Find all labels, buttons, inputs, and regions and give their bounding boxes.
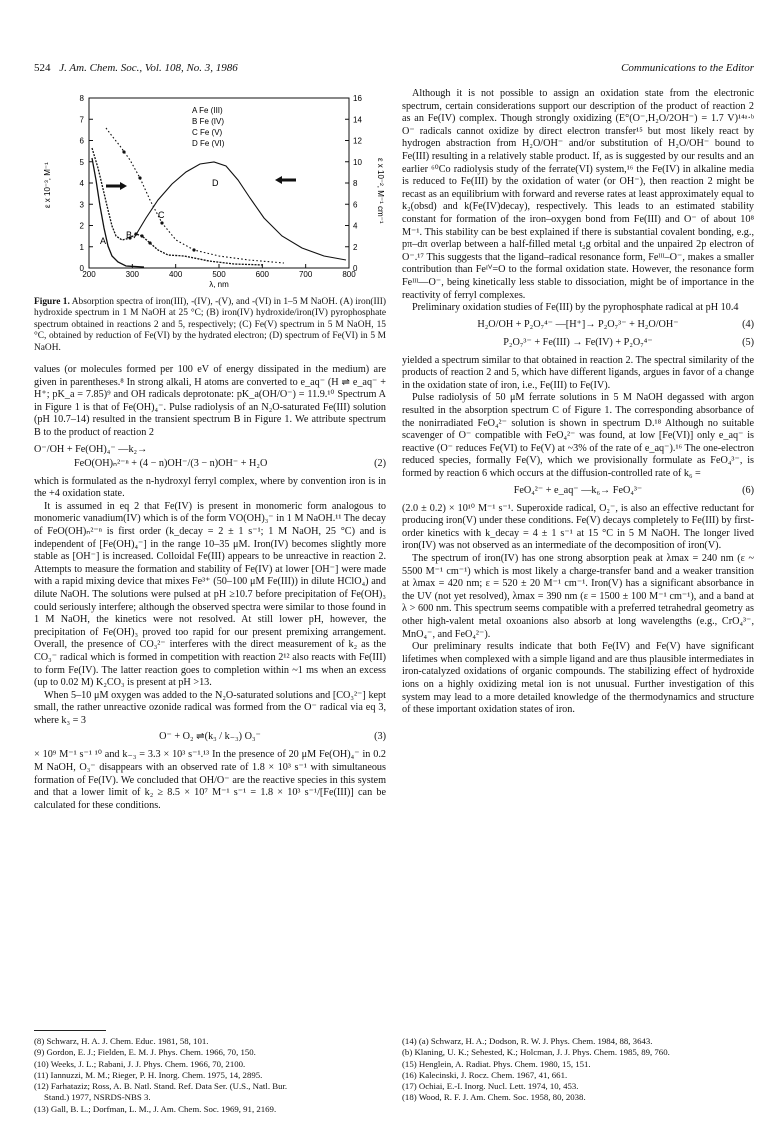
reference: (18) Wood, R. F. J. Am. Chem. Soc. 1958, 80, 2038. (402, 1092, 586, 1103)
x-tick-label: 600 (255, 270, 270, 279)
y-left-tick-label: 2 (79, 221, 84, 231)
reference: (12) Farhataziz; Ross, A. B. Natl. Stand. Ref. Data Ser. (U.S., Natl. Bur. (34, 1081, 288, 1092)
reference: (10) Weeks, J. L.; Rabani, J. J. Phys. Chem. 1966, 70, 2100. (34, 1058, 246, 1069)
footnote-rule (34, 1030, 106, 1031)
reference: (11) Iannuzzi, M. M.; Rieger, P. H. Inorg. Chem. 1975, 14, 2895. (34, 1069, 263, 1080)
equation-2: O⁻/OH + Fe(OH)₄⁻ —k₂→ FeO(OH)ₙ²⁻ⁿ + (4 − n)OH⁻/(3 − n)OH⁻ + H₂O (2) (34, 443, 386, 469)
y-right-tick-label: 0 (353, 264, 358, 273)
legend-b: B Fe (IV) (192, 117, 225, 126)
y-right-tick-label: 16 (353, 94, 362, 103)
equation-4: H₂O/OH + P₂O₇⁴⁻ —[H⁺]→ P₂O₇³⁻ + H₂O/OH⁻ (4) (477, 318, 754, 330)
paragraph: yielded a spectrum similar to that obtained in reaction 2. The spectral similarity of the products of reaction 2 and 5, which have different ligands, argues in favor of a change in the oxidation state of iron, i.e., Fe(III) to Fe(IV). (402, 354, 754, 391)
left-column (34, 88, 386, 812)
running-header (34, 62, 754, 74)
paragraph: values (or molecules formed per 100 eV of energy dissipated in the medium) are given in parentheses.⁸ In strong alkali, H atoms are converted to e_aq⁻ (H ⇌ e_aq⁻ + H⁺; pK_a = 7.85)⁹ and OH radicals deprotonate: pK_a(OH/O⁻) = 11.9.¹⁰ Spectrum A in Figure 1 is that of Fe(OH)₄⁻. Pulse radiolysis of an N₂O-saturated Fe(III) solution (pH 10.7–14) resulted in the transient spectrum B in Figure 1. We attribute spectrum B to the product of reaction 2 (34, 364, 386, 438)
svg-text:C: C (158, 210, 165, 220)
right-column (402, 88, 754, 717)
paragraph: Our preliminary results indicate that both Fe(IV) and Fe(V) have significant lifetimes when complexed with a simple ligand and are thus plausible intermediates in iron-catalyzed oxidations of organic compounds. The stabilizing effect of hydroxide ions on a highly oxidizing metal ion is not unusual. Further investigation of this system may lead to a more detailed knowledge of the thermodynamics and structure of these important oxidation states of iron. (402, 641, 754, 716)
curve-d (134, 162, 346, 260)
y-left-tick-label: 0 (79, 264, 84, 273)
legend-a: A Fe (III) (192, 106, 223, 115)
paragraph: It is assumed in eq 2 that Fe(IV) is present in monomeric form analogous to monomeric vanadium(IV) which is of the form VO(OH)₃⁻ in 1 M NaOH.¹¹ The decay of FeO(OH)ₙ²⁻ⁿ is first order (k_decay = 2 ± 1 s⁻¹; 1 M NaOH, 25 °C) and is independent of [Fe(OH)₄⁻] in the range 10–35 μM. Iron(IV) becomes slightly more stable as [OH⁻] is increased. Colloidal Fe(III) appears to be unreactive in reaction 2. Attempts to measure the formation and stability of Fe(IV) at lower [OH⁻] were made with a rapid mixing device that mixes Fe³⁺ (50–100 μM Fe(III)) in dilute HClO₄) and dilute NaOH. The solutions were pulsed at pH ≥10.7 before precipitation of Fe(OH)₃ could seriously interfere; although the observed spectra were similar to those found in 1 M NaOH, the kinetics were not resolved. At still lower pH, however, the precipitation of Fe(OH)₃ proved too rapid for our present premixing arrangement. Overall, the presence of CO₃²⁻ interferes with the direct measurement of k₂ as the CO₃⁻ radical which is formed in competition with reaction 2¹² also reacts with Fe(III) to form Fe(IV). The latter reaction goes to completion within ~1 ms when an excess (up to 0.02 M) K₂CO₃ is present at pH >13. (34, 500, 386, 689)
reference: (17) Ochiai, E.-I. Inorg. Nucl. Lett. 1974, 10, 453. (402, 1081, 579, 1092)
journal-citation: J. Am. Chem. Soc., Vol. 108, No. 3, 1986 (59, 62, 238, 74)
paragraph: Pulse radiolysis of 50 μM ferrate solutions in 5 M NaOH degassed with argon resulted in the absorption spectrum C of Figure 1. The corresponding absorbance of the nonirradiated FeO₄²⁻ solution is shown in spectrum D.¹⁸ Although no suitable scavenger of O⁻ compatible with FeO₄²⁻ was found, at low [Fe(VI)] only e_aq⁻ is reactive (O⁻ reduces Fe(VI) to Fe(V) at ~3% of the rate of e_aq⁻).¹⁶ The one-electron reduced species, formally Fe(V), which we provisionally formulate as FeO₄³⁻, is formed by reaction 6 which occurs at the diffusion-controlled rate of k₆ = (402, 392, 754, 480)
reference: (13) Gall, B. L.; Dorfman, L. M., J. Am. Chem. Soc. 1969, 91, 2169. (34, 1103, 277, 1114)
references-right (402, 1036, 754, 1104)
y-right-tick-label: 10 (353, 157, 362, 167)
y-left-tick-label: 6 (79, 136, 84, 146)
reference: Stand.) 1977, NSRDS-NBS 3. (44, 1092, 151, 1103)
paragraph: Preliminary oxidation studies of Fe(III) by the pyrophosphate radical at pH 10.4 (412, 302, 739, 314)
y-right-tick-label: 6 (353, 200, 358, 210)
reference: (b) Klaning, U. K.; Sehested, K.; Holcman, J. J. Phys. Chem. 1985, 89, 760. (402, 1047, 670, 1058)
y-left-tick-label: 8 (79, 94, 84, 103)
y-right-tick-label: 4 (353, 221, 358, 231)
x-tick-label: 300 (125, 270, 140, 279)
reference: (14) (a) Schwarz, H. A.; Dodson, R. W. J. Phys. Chem. 1984, 88, 3643. (402, 1036, 653, 1046)
x-tick-label: 500 (212, 270, 226, 279)
y-left-label: ε x 10⁻³, M⁻¹ (43, 162, 52, 208)
y-right-tick-label: 14 (353, 115, 362, 125)
x-tick-label: 800 (342, 270, 356, 279)
y-left-ticks (80, 94, 93, 273)
y-right-tick-label: 2 (353, 242, 358, 252)
y-right-label: ε x 10⁻², M⁻¹ cm⁻¹ (376, 158, 385, 224)
x-axis-ticks (79, 264, 356, 279)
curve-labels (100, 178, 219, 246)
reference: (8) Schwarz, H. A. J. Chem. Educ. 1981, 58, 101. (34, 1036, 209, 1046)
paragraph: Although it is not possible to assign an oxidation state from the electronic spectrum, certain considerations support our description of the product of reaction 2 as an Fe(IV) complex. Though strongly oxidizing (E°(O⁻,H₂O/2OH⁻) = 1.7 V)¹⁴ᵃ·ᵇ O⁻ radicals cannot oxidize by direct electron transfer¹⁵ but most likely react by hydrogen abstraction from H₂O/OH⁻ and/or substitution of H₂O/OH⁻ bound to Fe(III) resulting in a relatively stable product. If, as is suggested by our results and an earlier ⁶⁰Co radiolysis study of the ferrate(VI) system,¹⁶ the Fe(IV) in alkaline media is reduced to Fe(III) by the oxidation of water (or OH⁻), then reaction 2 might be recast as an equilibrium with forward and reverse rates at least approximately equal to k₂(obsd) and k(Fe(IV)decay), respectively. This leads to an estimated stability constant for formation of the iron–oxygen bond from Fe(III) and O⁻ of about 10⁸ M⁻¹. This stability can be best explained if there is substantial covalent bonding, e.g., pπ–dπ overlap between a half-filled metal t₂g orbital and the unpaired 2p electron of O⁻.¹⁷ This suggests that the ligand–radical resonance form, Feᴵᴵᴵ–O⁻, makes a smaller contribution than Feᴵⱽ=O to the formal oxidation state. However, the resonance form Feᴵᴵᴵ—O⁻, being kinetically less stable to dissociation, might be of importance in the reactivity of ferryl complexes. (402, 88, 754, 301)
equation-5: P₂O₇³⁻ + Fe(III) → Fe(IV) + P₂O₇⁴⁻ (5) (503, 336, 754, 348)
equation-3: O⁻ + O₂ ⇌(k₃ / k₋₃) O₃⁻ (3) (159, 731, 386, 743)
paragraph: When 5–10 μM oxygen was added to the N₂O-saturated solutions and [CO₃²⁻] kept small, the rather unreactive ozonide radical was formed from the O⁻ radical via eq 3, where k₃ = 3 (34, 689, 386, 726)
x-axis-label: λ, nm (209, 280, 229, 289)
reference: (15) Henglein, A. Radiat. Phys. Chem. 1980, 15, 151. (402, 1058, 591, 1069)
direction-arrows (106, 176, 296, 190)
equation-6: FeO₄²⁻ + e_aq⁻ —k₆→ FeO₄³⁻ (6) (513, 484, 754, 496)
svg-text:D: D (212, 178, 219, 188)
x-tick-label: 200 (82, 270, 96, 279)
section-title: Communications to the Editor (621, 62, 754, 74)
y-left-tick-label: 4 (79, 179, 84, 188)
y-right-tick-label: 12 (353, 136, 362, 146)
figure-caption: Figure 1. Absorption spectra of iron(III), -(IV), -(V), and -(VI) in 1–5 M NaOH. (A) iron(III) hydroxide spectrum in 1 M NaOH at 25 °C; (B) iron(IV) hydroxide/iron(IV) pyrophosphate spectrum obtained in reactions 2 and 5, respectively; (C) Fe(V) spectrum in 5 M NaOH, 15 °C, obtained by reduction of Fe(VI) by the hydrated electron; (D) spectrum of Fe(VI) in 5 M NaOH. (34, 297, 386, 353)
y-left-tick-label: 7 (79, 115, 84, 125)
y-right-tick-label: 8 (353, 179, 358, 188)
legend-d: D Fe (VI) (192, 139, 225, 148)
x-tick-label: 700 (298, 270, 313, 279)
curve-b (92, 148, 264, 265)
x-tick-label: 400 (168, 270, 183, 279)
curve-c (106, 128, 284, 263)
spectra-plot (34, 88, 386, 293)
page-number: 524 (34, 62, 51, 74)
y-right-ticks (345, 94, 362, 273)
reference: (9) Gordon, E. J.; Fielden, E. M. J. Phys. Chem. 1966, 70, 150. (34, 1047, 256, 1058)
y-left-tick-label: 5 (79, 157, 84, 167)
paragraph: which is formulated as the n-hydroxyl ferryl complex, where by convention iron is in the +4 oxidation state. (34, 475, 386, 500)
paragraph: × 10⁹ M⁻¹ s⁻¹ ¹⁰ and k₋₃ = 3.3 × 10³ s⁻¹.¹³ In the presence of 20 μM Fe(OH)₄⁻ in 0.2 M NaOH, O₃⁻ disappears with an observed rate of 1.8 × 10³ s⁻¹ with simultaneous formation of Fe(IV). We concluded that OH/O⁻ are the reactive species in this system and that a lower limit of k₂ ≥ 8.5 × 10⁷ M⁻¹ s⁻¹ = 1.8 × 10³ s⁻¹/[Fe(III)] can be calculated for these conditions. (34, 749, 386, 811)
y-left-tick-label: 1 (79, 242, 84, 252)
references-left (34, 1036, 386, 1115)
svg-text:B: B (126, 230, 133, 240)
reference: (16) Kalecinski, J. Rocz. Chem. 1967, 41, 661. (402, 1069, 568, 1080)
legend-c: C Fe (V) (192, 128, 223, 137)
figure-1 (34, 88, 386, 293)
legend (192, 106, 225, 148)
paragraph: The spectrum of iron(IV) has one strong absorption peak at λmax = 240 nm (ε ~ 5500 M⁻¹ cm⁻¹) which is most likely a charge-transfer band and a weaker transition at λmax = 420 nm; ε = 520 ± 20 M⁻¹ cm⁻¹. Iron(V) has a significant absorbance in the UV (not yet resolved), λmax = 390 nm (ε = 1500 ± 100 M⁻¹ cm⁻¹), and a band at λ > 600 nm. This spectrum seems compatible with a preferred tetrahedral geometry as other high-valent metal oxoanions also absorb at long wavelengths (e.g., CrO₄³⁻, MnO₄⁻, and FeO₄²⁻). (402, 553, 754, 640)
paragraph: (2.0 ± 0.2) × 10¹⁰ M⁻¹ s⁻¹. Superoxide radical, O₂⁻, is also an effective reductant for producing iron(V) under these conditions. Fe(V) decays completely to Fe(III) by first-order kinetics with k_decay = 4 ± 1 s⁻¹ at 15 °C in 5 M NaOH. The longer lived iron(IV) was not observed as an intermediate of the decomposition of iron(V). (402, 502, 754, 552)
y-left-tick-label: 3 (79, 200, 84, 210)
svg-text:A: A (100, 236, 107, 246)
